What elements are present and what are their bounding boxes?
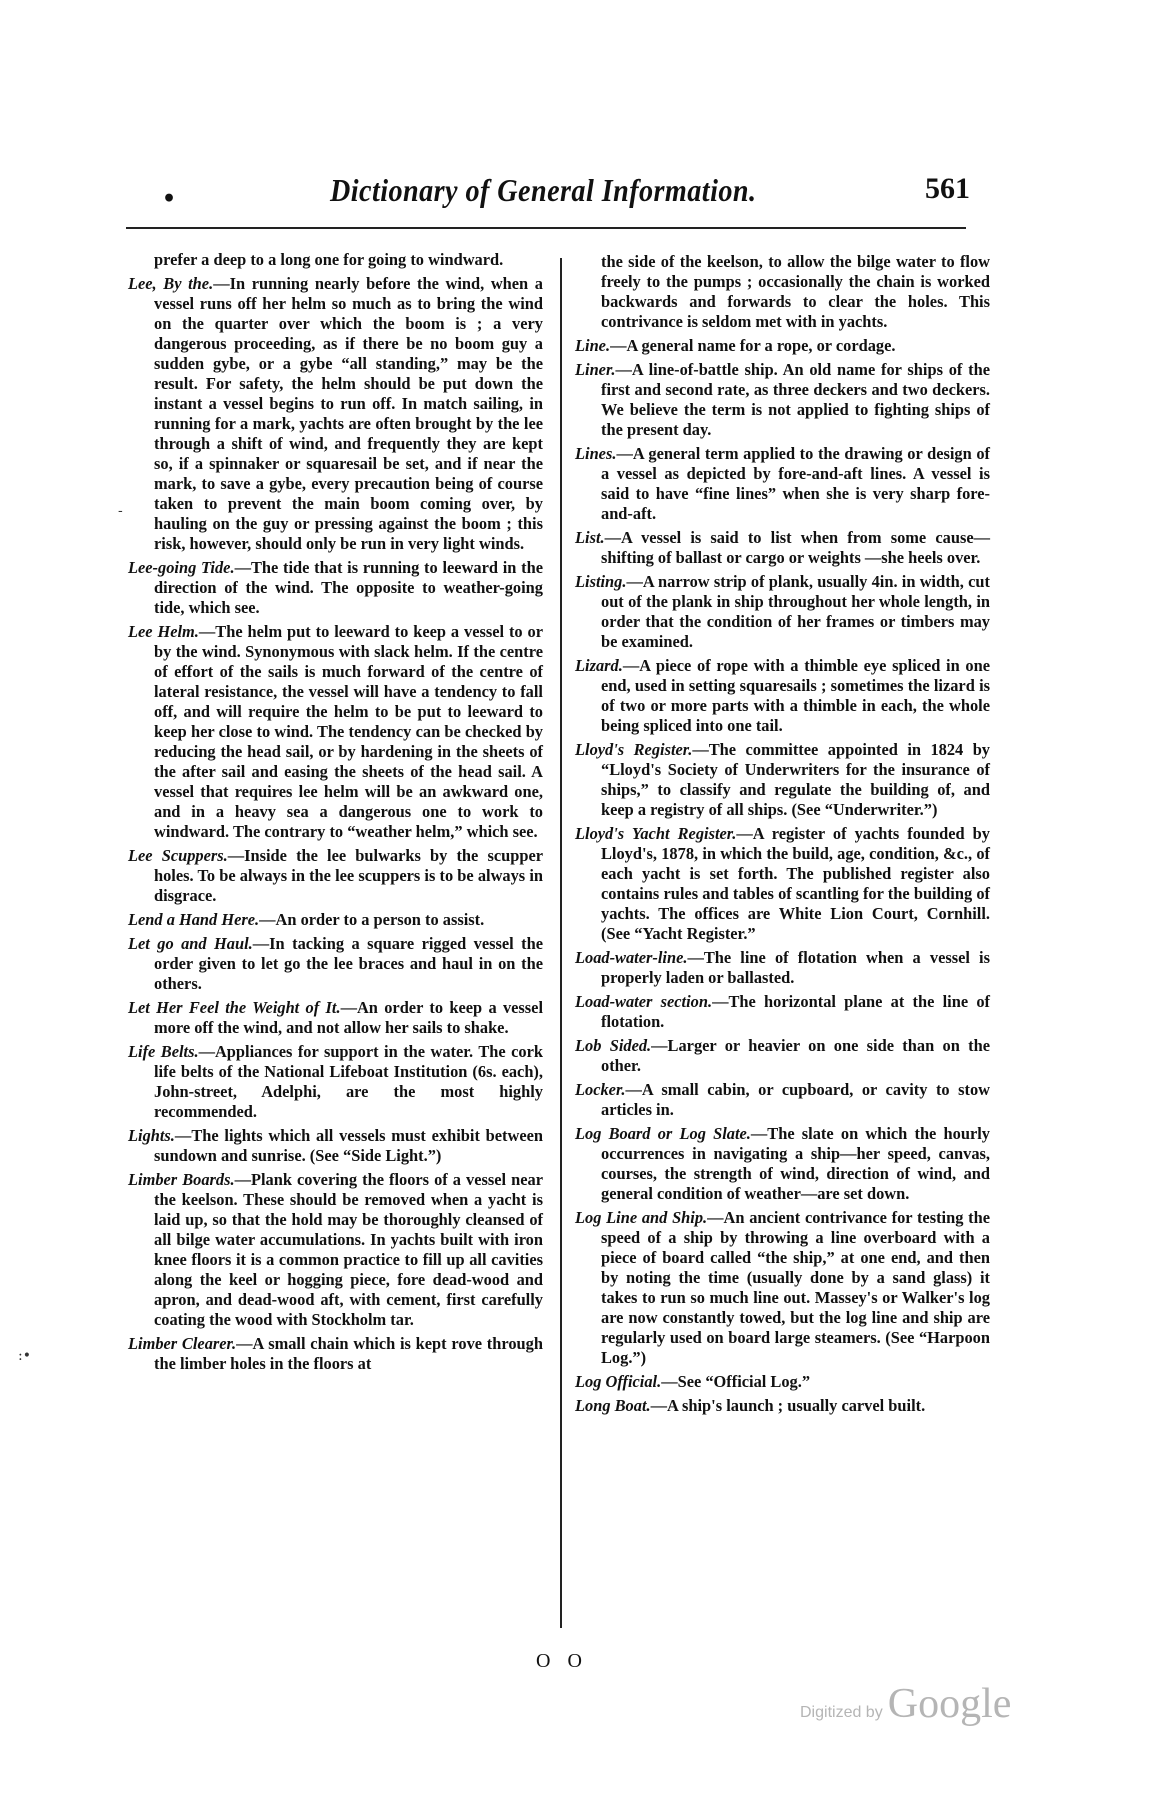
entry-definition: —The line of flotation when a vessel is properly laden or ballasted. <box>601 948 990 987</box>
entry-definition: —A small cabin, or cupboard, or cavity to stow articles in. <box>601 1080 990 1119</box>
entry-term: Lob Sided. <box>575 1036 652 1055</box>
dictionary-entry <box>128 1126 543 1166</box>
page-header <box>150 172 970 222</box>
entry-definition: —A register of yachts founded by Lloyd's, 1878, in which the build, age, condition, &c., of each yacht is set forth. The published register also contains rules and tables of scantling for the building of yachts. The offices are White Lion Court, Cornhill. (See “Yacht Register.” <box>601 824 990 943</box>
dictionary-entry <box>575 1396 990 1416</box>
entry-term: Let go and Haul. <box>128 934 253 953</box>
running-title: Dictionary of General Information. <box>330 172 757 208</box>
entry-definition: —See “Official Log.” <box>661 1372 811 1391</box>
entry-term: Liner. <box>575 360 616 379</box>
entry-term: Lizard. <box>575 656 623 675</box>
printer-signature: O O <box>536 1650 588 1672</box>
entry-definition: —Appliances for support in the water. The cork life belts of the National Lifeboat Institution (6s. each), John-street, Adelphi, are the most highly recommended. <box>154 1042 543 1121</box>
entry-definition: —A narrow strip of plank, usually 4in. in width, cut out of the plank in ship throughout her whole length, in order that the condition of her frames or timbers may be examined. <box>601 572 990 651</box>
entry-definition: —In tacking a square rigged vessel the order given to let go the lee braces and haul in on the others. <box>154 934 543 993</box>
entry-term: Lloyd's Register. <box>575 740 693 759</box>
entry-definition: —A small chain which is kept rove through the limber holes in the floors at <box>154 1334 543 1373</box>
dictionary-entry: the side of the keelson, to allow the bilge water to flow freely to the pumps ; occasionally the chain is worked backwards and forwards to clear the holes. This contrivance is seldom met with in yachts. <box>601 252 990 331</box>
dictionary-entry <box>128 910 543 930</box>
entry-definition: —The helm put to leeward to keep a vessel to or by the wind. Synonymous with slack helm. If the centre of effort of the sails is much forward of the centre of lateral resistance, the vessel will have a tendency to fall off, and will require the helm to be put to leeward to keep her close to wind. The tendency can be checked by reducing the head sail, or by hardening in the sheets of the after sail and easing the sheets of the head sail. A vessel that requires lee helm will be an awkward one, and in a heavy sea a dangerous one to work to windward. The contrary to “weather helm,” which see. <box>154 622 543 841</box>
dictionary-entry <box>575 824 990 944</box>
entry-term: Lee, By the. <box>128 274 214 293</box>
dictionary-entry <box>575 1372 990 1392</box>
entry-term: Long Boat. <box>575 1396 651 1415</box>
entry-term: Locker. <box>575 1080 626 1099</box>
header-rule <box>126 227 966 229</box>
entry-term: Limber Boards. <box>128 1170 235 1189</box>
left-column <box>128 250 543 1378</box>
entry-term: Lee Helm. <box>128 622 199 641</box>
entry-definition: —A general name for a rope, or cordage. <box>610 336 896 355</box>
entry-definition: —Larger or heavier on one side than on the other. <box>601 1036 990 1075</box>
page-number: 561 <box>925 172 970 205</box>
margin-mark: - <box>118 503 123 519</box>
entry-term: Load-water section. <box>575 992 713 1011</box>
dictionary-entry <box>128 274 543 554</box>
google-logo: Google <box>887 1681 1012 1727</box>
entry-definition: —The slate on which the hourly occurrences in navigating a ship—her speed, canvas, courses, the strength of wind, direction of wind, and general condition of weather—are set down. <box>601 1124 990 1203</box>
entry-definition: —A ship's launch ; usually carvel built. <box>650 1396 926 1415</box>
entry-definition: —An ancient contrivance for testing the speed of a ship by throwing a line overboard with a piece of board called “the ship,” at one end, and then by noting the time (usually done by a sand glass) it takes to run so much line out. Massey's or Walker's log are now constantly towed, but the log line and ship are regularly used on board large steamers. (See “Harpoon Log.”) <box>601 1208 990 1367</box>
dictionary-entry <box>575 740 990 820</box>
entry-definition: —A vessel is said to list when from some cause—shifting of ballast or cargo or weights —she heels over. <box>601 528 990 567</box>
dictionary-entry <box>128 1334 543 1374</box>
entry-term: Lend a Hand Here. <box>128 910 260 929</box>
dictionary-entry <box>128 846 543 906</box>
entry-term: Lee-going Tide. <box>128 558 235 577</box>
dictionary-entry <box>575 1208 990 1368</box>
dictionary-entry <box>575 572 990 652</box>
entry-definition: —The horizontal plane at the line of flotation. <box>601 992 990 1031</box>
entry-term: Life Belts. <box>128 1042 199 1061</box>
entry-term: Log Board or Log Slate. <box>575 1124 751 1143</box>
dictionary-entry <box>128 558 543 618</box>
margin-mark: :• <box>18 1348 31 1364</box>
right-column <box>575 252 990 1420</box>
dictionary-entry <box>128 934 543 994</box>
dictionary-entry: prefer a deep to a long one for going to windward. <box>154 250 504 269</box>
entry-definition: —A piece of rope with a thimble eye spliced in one end, used in setting squaresails ; sometimes the lizard is of two or more parts with a thimble in each, the whole being spliced into one tail. <box>601 656 990 735</box>
entry-term: Listing. <box>575 572 627 591</box>
dictionary-entry <box>575 336 990 356</box>
entry-definition: —The lights which all vessels must exhibit between sundown and sunrise. (See “Side Light.”) <box>154 1126 543 1165</box>
dictionary-entry <box>128 998 543 1038</box>
digitized-watermark <box>800 1680 1011 1728</box>
entry-term: Load-water-line. <box>575 948 688 967</box>
entry-definition: —An order to a person to assist. <box>259 910 485 929</box>
entry-definition: —A general term applied to the drawing or design of a vessel as depicted by fore-and-aft lines. A vessel is said to have “fine lines” when she is very sharp fore-and-aft. <box>601 444 990 523</box>
dictionary-entry <box>575 1036 990 1076</box>
entry-term: Limber Clearer. <box>128 1334 237 1353</box>
entry-definition: —The tide that is running to leeward in the direction of the wind. The opposite to weather-going tide, which see. <box>154 558 543 617</box>
dictionary-entry <box>575 656 990 736</box>
dictionary-entry <box>128 1170 543 1330</box>
entry-term: Let Her Feel the Weight of It. <box>128 998 341 1017</box>
entry-term: List. <box>575 528 605 547</box>
entry-term: Lights. <box>128 1126 175 1145</box>
dictionary-entry <box>575 1124 990 1204</box>
header-mark: • <box>162 186 177 212</box>
dictionary-entry <box>575 1080 990 1120</box>
dictionary-entry <box>575 444 990 524</box>
entry-term: Line. <box>575 336 611 355</box>
dictionary-entry <box>575 992 990 1032</box>
entry-definition: —In running nearly before the wind, when a vessel runs off her helm so much as to bring the wind on the quarter over which the boom is ; a very dangerous proceeding, as if there be no boom guy a sudden gybe, or a gybe “all standing,” may be the result. For safety, the helm should be put down the instant a vessel begins to run off. In match sailing, in running for a mark, yachts are often brought by the lee through a shift of wind, and frequently they are kept so, if a spinnaker or squaresail be set, and if near the mark, to save a gybe, every precaution being of course taken to prevent the main boom coming over, by hauling on the guy or pressing against the boom ; this risk, however, should only be run in very light winds. <box>154 274 544 553</box>
dictionary-entry <box>575 528 990 568</box>
entry-term: Lloyd's Yacht Register. <box>575 824 737 843</box>
dictionary-entry <box>575 948 990 988</box>
dictionary-entry <box>575 360 990 440</box>
watermark-prefix: Digitized by <box>800 1704 883 1721</box>
dictionary-entry <box>128 1042 543 1122</box>
entry-definition: —Plank covering the floors of a vessel near the keelson. These should be removed when a yacht is laid up, so that the hold may be thoroughly cleansed of all bilge water accumulations. In yachts built with iron knee floors it is a common practice to fill up all cavities along the keel or hogging piece, fore dead-wood and apron, and dead-wood aft, with cement, first carefully coating the wood with Stockholm tar. <box>154 1170 543 1329</box>
column-divider <box>560 258 562 1628</box>
entry-term: Log Official. <box>575 1372 662 1391</box>
entry-term: Lee Scuppers. <box>128 846 228 865</box>
entry-definition: —Inside the lee bulwarks by the scupper holes. To be always in the lee scuppers is to be always in disgrace. <box>154 846 544 905</box>
dictionary-entry <box>128 622 543 842</box>
entry-term: Log Line and Ship. <box>575 1208 708 1227</box>
entry-definition: —An order to keep a vessel more off the wind, and not allow her sails to shake. <box>154 998 544 1037</box>
entry-definition: —The committee appointed in 1824 by “Lloyd's Society of Underwriters for the insurance of ships,” to classify and regulate the building of, and keep a registry of all ships. (See “Underwriter.”) <box>601 740 991 819</box>
entry-term: Lines. <box>575 444 617 463</box>
entry-definition: —A line-of-battle ship. An old name for ships of the first and second rate, as three deckers and two deckers. We believe the term is not applied to fighting ships of the present day. <box>601 360 990 439</box>
